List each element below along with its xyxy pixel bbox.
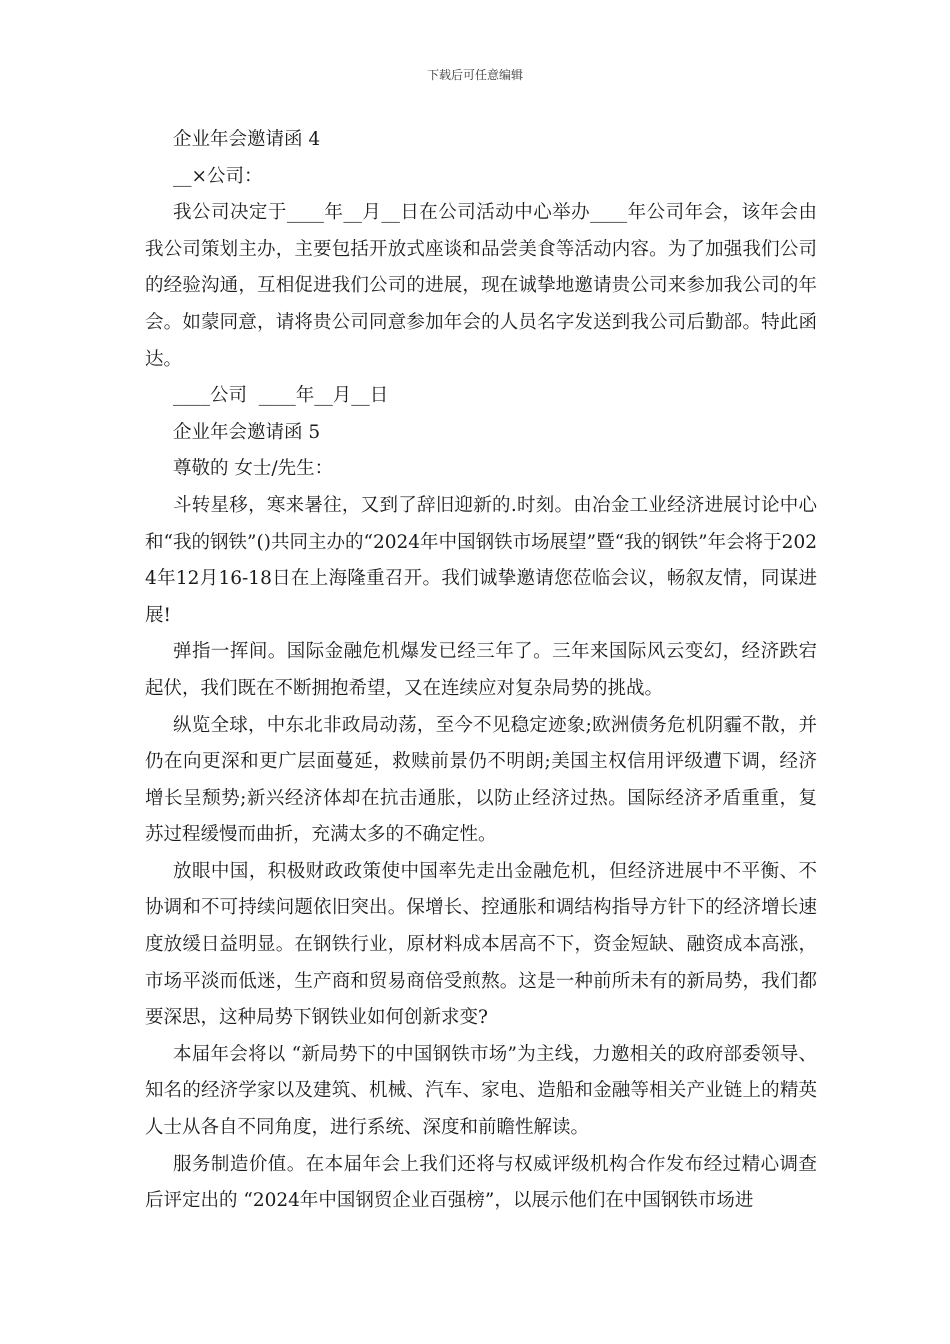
- invite5-salutation: 尊敬的 女士/先生：: [173, 458, 334, 480]
- invite5-paragraph: 本届年会将以 “新局势下的中国钢铁市场”为主线，力邀相关的政府部委领导、知名的经济学家以及建筑、机械、汽车、家电、造船和金融等相关产业链上的精英人士从各自不同角度，进行系统、深度和前瞻性解读。: [145, 1043, 817, 1139]
- page-header-note: 下载后可任意编辑: [426, 68, 523, 82]
- invite5-paragraph: 斗转星移，寒来暑往，又到了辞旧迎新的.时刻。由冶金工业经济进展讨论中心和“我的钢铁”()共同主办的“2024年中国钢铁市场展望”暨“我的钢铁”年会将于2024年12月16-18日在上海隆重召开。我们诚挚邀请您莅临会议，畅叙友情，同谋进展!: [145, 494, 817, 626]
- invite4-body: 我公司决定于____年__月__日在公司活动中心举办____年公司年会，该年会由我公司策划主办，主要包括开放式座谈和品尝美食等活动内容。为了加强我们公司的经验沟通，互相促进我们公司的进展，现在诚挚地邀请贵公司来参加我公司的年会。如蒙同意，请将贵公司同意参加年会的人员名字发送到我公司后勤部。特此函达。: [145, 202, 817, 370]
- invite5-title: 企业年会邀请函 5: [173, 421, 321, 443]
- document-body: [145, 122, 817, 1220]
- invite5-paragraph: 弹指一挥间。国际金融危机爆发已经三年了。三年来国际风云变幻，经济跌宕起伏，我们既在不断拥抱希望，又在连续应对复杂局势的挑战。: [145, 641, 817, 699]
- invite4-signature: ____公司 ____年__月__日: [173, 385, 389, 407]
- invite5-paragraph: 放眼中国，积极财政政策使中国率先走出金融危机，但经济进展中不平衡、不协调和不可持续问题依旧突出。保增长、控通胀和调结构指导方针下的经济增长速度放缓日益明显。在钢铁行业，原材料成本居高不下，资金短缺、融资成本高涨，市场平淡而低迷，生产商和贸易商倍受煎熬。这是一种前所未有的新局势，我们都要深思，这种局势下钢铁业如何创新求变?: [145, 860, 817, 1029]
- invite5-paragraph: 服务制造价值。在本届年会上我们还将与权威评级机构合作发布经过精心调查后评定出的 “2024年中国钢贸企业百强榜”，以展示他们在中国钢铁市场进: [145, 1153, 817, 1212]
- invite5-paragraph: 纵览全球，中东北非政局动荡，至今不见稳定迹象;欧洲债务危机阴霾不散，并仍在向更深和更广层面蔓延，救赎前景仍不明朗;美国主权信用评级遭下调，经济增长呈颓势;新兴经济体却在抗击通胀，以防止经济过热。国际经济矛盾重重，复苏过程缓慢而曲折，充满太多的不确定性。: [145, 714, 817, 846]
- invite4-title: 企业年会邀请函 4: [173, 129, 321, 150]
- invite4-salutation: __×公司：: [173, 165, 263, 187]
